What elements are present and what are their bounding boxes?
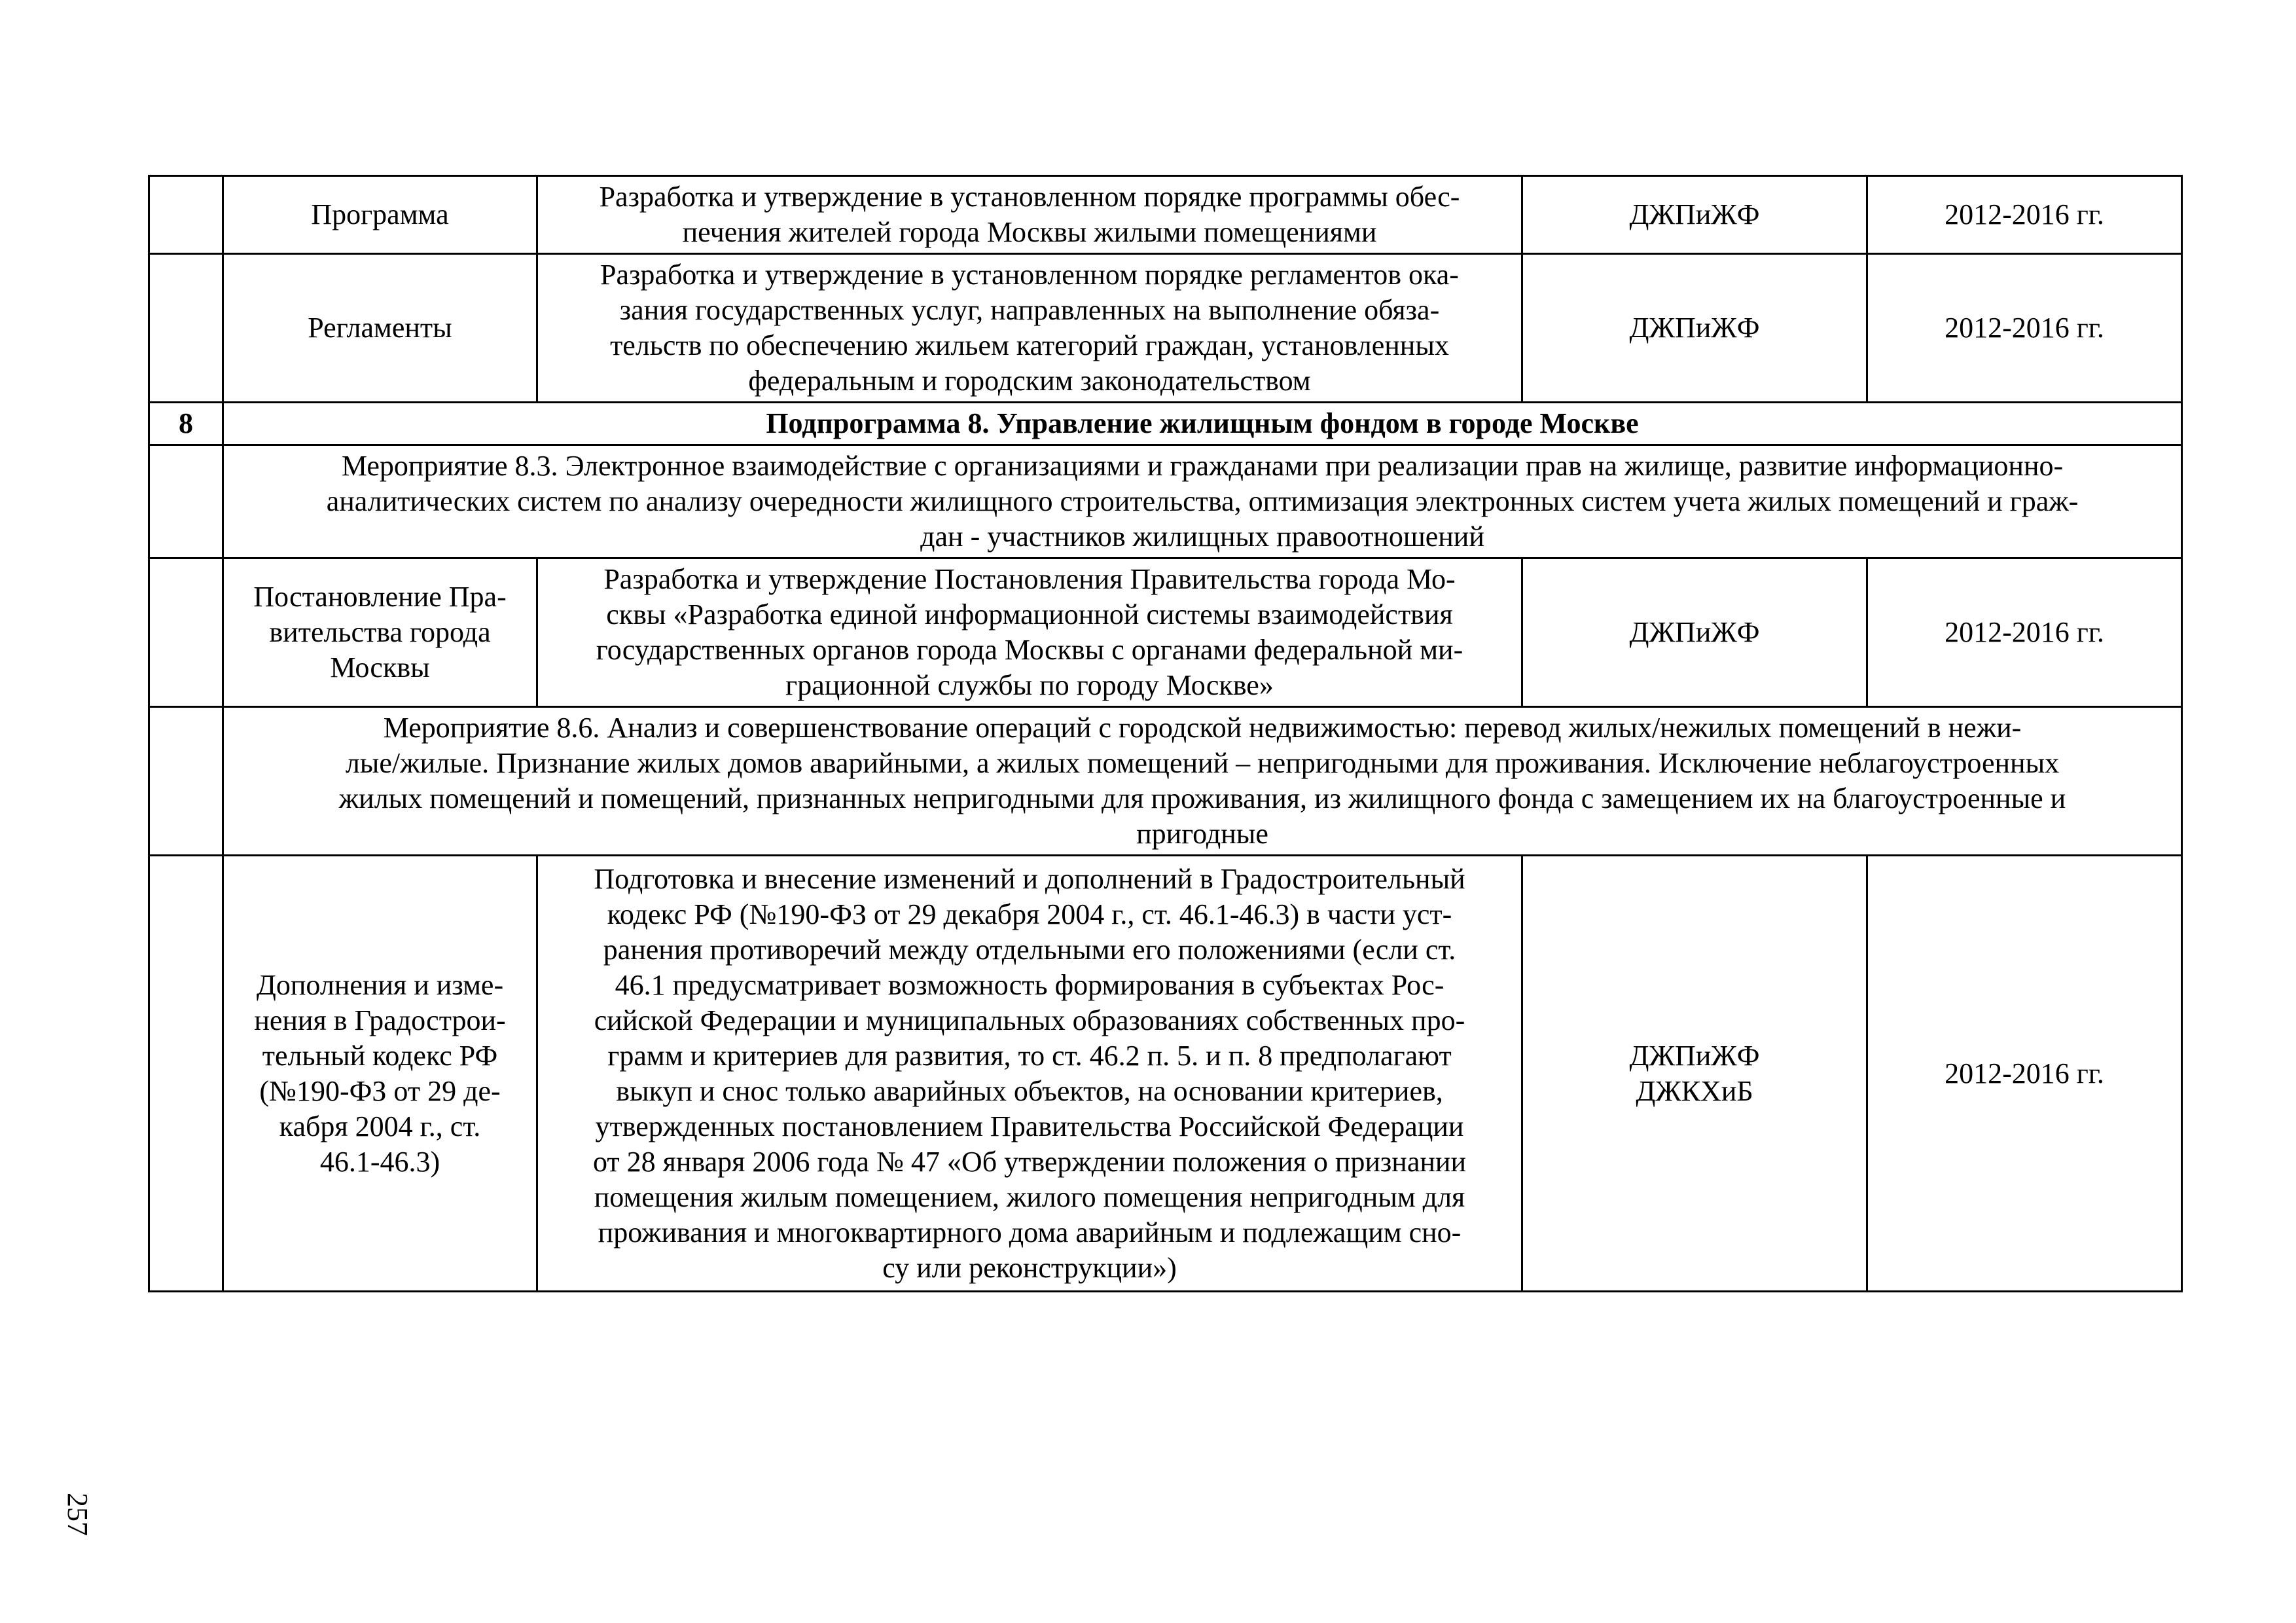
document-type: Постановление Пра- вительства города Москвы xyxy=(223,558,537,707)
activity-text: Мероприятие 8.6. Анализ и совершенствование операций с городской недвижимостью: перевод жилых/нежилых помещений в нежи- лые/жилые. Признание жилых домов аварийными, а жилых помещений – непригодными для проживания. Исключение неблагоустроенных жилых помещений и помещений, признанных непригодными для проживания, из жилищного фонда с замещением их на благоустроенные и пригодные xyxy=(223,707,2182,856)
responsible: ДЖПиЖФ xyxy=(1522,176,1867,254)
subprogram-title: Подпрограмма 8. Управление жилищным фондом в городе Москве xyxy=(223,403,2182,445)
table-row xyxy=(149,254,2182,403)
period: 2012-2016 гг. xyxy=(1867,176,2182,254)
period: 2012-2016 гг. xyxy=(1867,254,2182,403)
document-type: Дополнения и изме- нения в Градострои- тельный кодекс РФ (№190-ФЗ от 29 де- кабря 2004 г., ст. 46.1-46.3) xyxy=(223,856,537,1292)
table-row xyxy=(149,176,2182,254)
row-number xyxy=(149,856,223,1292)
description: Разработка и утверждение в установленном порядке регламентов ока- зания государственных услуг, направленных на выполнение обяза- тельств по обеспечению жильем категорий граждан, установленных федеральным и городским законодательством xyxy=(537,254,1522,403)
description: Разработка и утверждение в установленном порядке программы обес- печения жителей города Москвы жилыми помещениями xyxy=(537,176,1522,254)
responsible: ДЖПиЖФ xyxy=(1522,558,1867,707)
row-number xyxy=(149,707,223,856)
row-number xyxy=(149,254,223,403)
subprogram-row xyxy=(149,403,2182,445)
description: Разработка и утверждение Постановления Правительства города Мо- сквы «Разработка единой информационной системы взаимодействия государственных органов города Москвы с органами федеральной ми- грационной службы по городу Москве» xyxy=(537,558,1522,707)
responsible: ДЖПиЖФ xyxy=(1522,254,1867,403)
subprogram-number: 8 xyxy=(149,403,223,445)
page-number: 257 xyxy=(62,1493,94,1536)
row-number xyxy=(149,558,223,707)
document-type: Программа xyxy=(223,176,537,254)
program-table xyxy=(148,175,2183,1292)
row-number xyxy=(149,445,223,558)
activity-text: Мероприятие 8.3. Электронное взаимодействие с организациями и гражданами при реализации прав на жилище, развитие информационно- аналитических систем по анализу очередности жилищного строительства, оптимизация электронных систем учета жилых помещений и граж- дан - участников жилищных правоотношений xyxy=(223,445,2182,558)
activity-row xyxy=(149,707,2182,856)
activity-row xyxy=(149,445,2182,558)
period: 2012-2016 гг. xyxy=(1867,856,2182,1292)
responsible: ДЖПиЖФ ДЖКХиБ xyxy=(1522,856,1867,1292)
period: 2012-2016 гг. xyxy=(1867,558,2182,707)
row-number xyxy=(149,176,223,254)
description: Подготовка и внесение изменений и дополнений в Градостроительный кодекс РФ (№190-ФЗ от 29 декабря 2004 г., ст. 46.1-46.3) в части уст- ранения противоречий между отдельными его положениями (если ст. 46.1 предусматривает возможность формирования в субъектах Рос- сийской Федерации и муниципальных образованиях собственных про- грамм и критериев для развития, то ст. 46.2 п. 5. и п. 8 предполагают выкуп и снос только аварийных объектов, на основании критериев, утвержденных постановлением Правительства Российской Федерации от 28 января 2006 года № 47 «Об утверждении положения о признании помещения жилым помещением, жилого помещения непригодным для проживания и многоквартирного дома аварийным и подлежащим сно- су или реконструкции») xyxy=(537,856,1522,1292)
document-type: Регламенты xyxy=(223,254,537,403)
table-row xyxy=(149,856,2182,1292)
table-row xyxy=(149,558,2182,707)
